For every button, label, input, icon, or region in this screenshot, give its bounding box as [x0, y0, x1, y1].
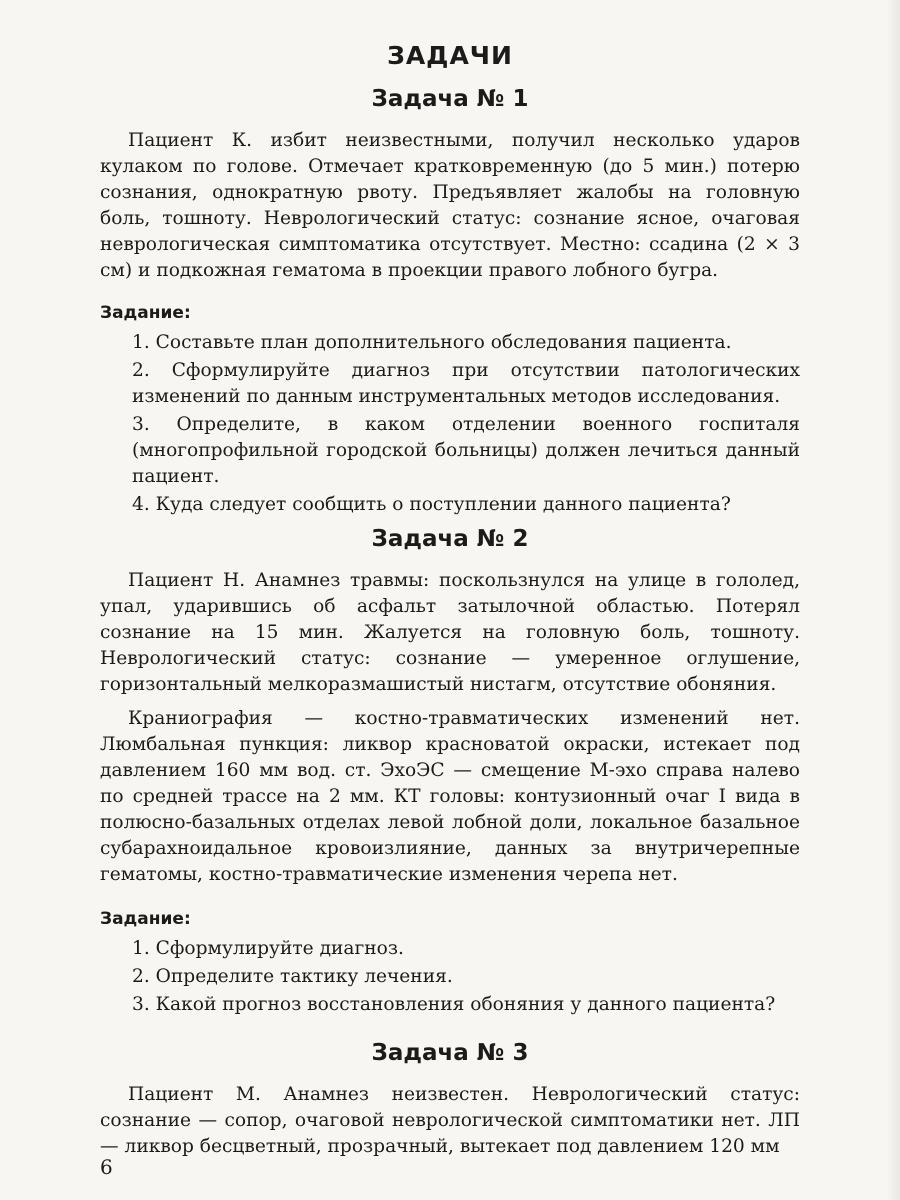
task-1-question-3: 3. Определите, в каком отделении военного госпиталя (многопрофильной городской больницы) должен лечиться данный пациент. [132, 414, 800, 487]
page-number: 6 [100, 1155, 113, 1179]
task-2-questions [100, 936, 800, 1018]
task-2-title: Задача № 2 [371, 526, 529, 552]
task-2-paragraph-1: Пациент Н. Анамнез травмы: поскользнулся на улице в гололед, упал, ударившись об асфальт затылочной областью. Потерял сознание на 15 мин. Жалуется на головную боль, тошноту. Неврологический статус: сознание — умеренное оглушение, горизонтальный мелкоразмашистый нистагм, отсутствие обоняния. [100, 570, 800, 695]
task-1-question-1: 1. Составьте план дополнительного обследования пациента. [132, 332, 732, 353]
task-2 [100, 524, 800, 1018]
task-2-question-3: 3. Какой прогноз восстановления обоняния у данного пациента? [132, 994, 776, 1015]
page-title: ЗАДАЧИ [387, 41, 513, 70]
task-3-paragraph-1: Пациент М. Анамнез неизвестен. Неврологический статус: сознание — сопор, очаговой неврологической симптоматики нет. ЛП — ликвор бесцветный, прозрачный, вытекает под давлением 120 мм [100, 1084, 800, 1157]
page-edge-shadow [886, 0, 900, 1200]
task-2-question-2: 2. Определите тактику лечения. [132, 966, 453, 987]
task-1-assignment-label: Задание: [100, 303, 191, 323]
page-content [100, 40, 800, 1160]
task-2-paragraph-2: Краниография — костно-травматических изменений нет. Люмбальная пункция: ликвор красноватой окраски, истекает под давлением 160 мм вод. ст. ЭхоЭС — смещение М-эхо справа налево по средней трассе на 2 мм. КТ головы: контузионный очаг I вида в полюсно-базальных отделах левой лобной доли, локальное базальное субарахноидальное кровоизлияние, данных за внутричерепные гематомы, костно-травматические изменения черепа нет. [100, 708, 800, 885]
task-1-question-4: 4. Куда следует сообщить о поступлении данного пациента? [132, 494, 731, 515]
task-1-question-2: 2. Сформулируйте диагноз при отсутствии патологических изменений по данным инструментальных методов исследования. [132, 360, 800, 407]
task-1-paragraph-1: Пациент К. избит неизвестными, получил несколько ударов кулаком по голове. Отмечает кратковременную (до 5 мин.) потерю сознания, однократную рвоту. Предъявляет жалобы на головную боль, тошноту. Неврологический статус: сознание ясное, очаговая неврологическая симптоматика отсутствует. Местно: ссадина (2 × 3 см) и подкожная гематома в проекции правого лобного бугра. [100, 130, 800, 281]
task-1-title: Задача № 1 [371, 86, 529, 112]
task-2-question-1: 1. Сформулируйте диагноз. [132, 938, 404, 959]
task-3 [100, 1038, 800, 1160]
task-1 [100, 84, 800, 518]
task-2-assignment-label: Задание: [100, 909, 191, 929]
task-3-title: Задача № 3 [371, 1040, 529, 1066]
task-1-questions [100, 330, 800, 518]
